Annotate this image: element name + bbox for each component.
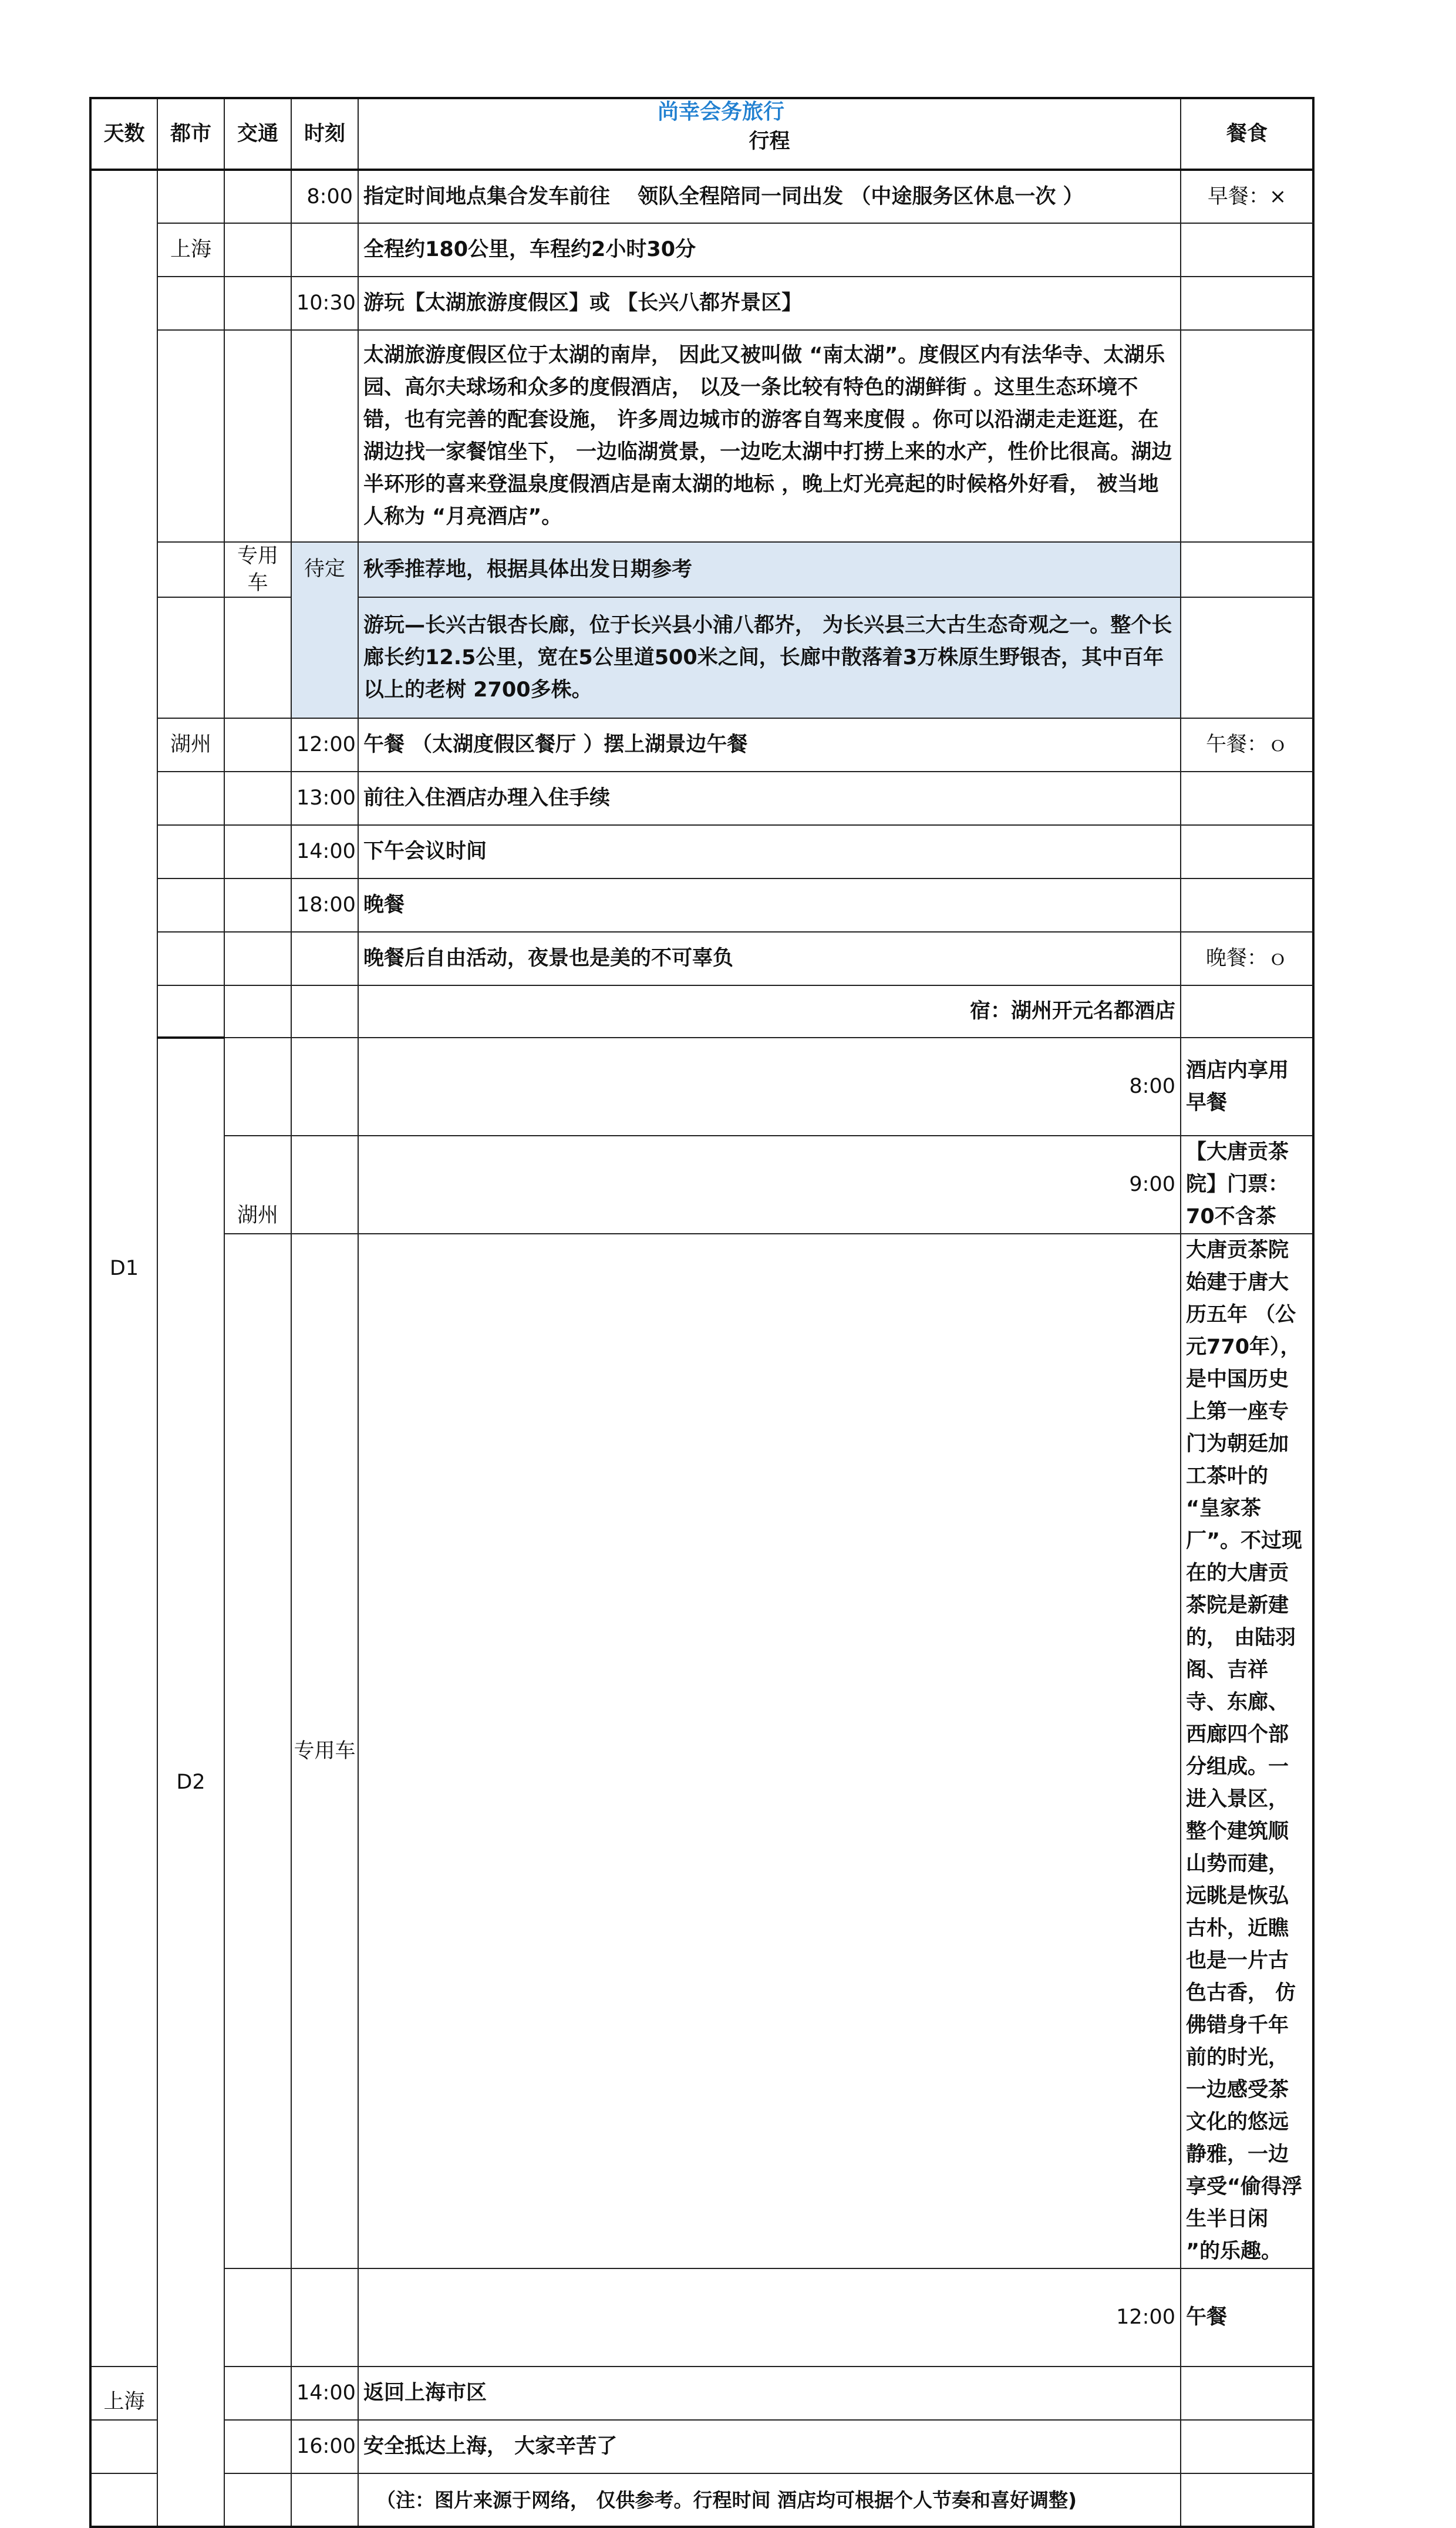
itinerary-cell: 前往入住酒店办理入住手续 xyxy=(358,772,1181,825)
header-meal: 餐食 xyxy=(1181,98,1313,170)
transport-cell: 专用车 xyxy=(291,1234,358,2268)
table-row xyxy=(90,1038,1313,1136)
time-cell: 12:00 xyxy=(291,718,358,772)
time-cell: 8:00 xyxy=(291,170,358,223)
hotel-cell: 宿：湖州开元名都酒店 xyxy=(358,985,1181,1038)
itinerary-cell: 安全抵达上海， 大家辛苦了 xyxy=(358,2420,1181,2473)
itinerary-description: 大唐贡茶院始建于唐大历五年 （公元770年）， 是中国历史上第一座专门为朝廷加工茶叶的 “皇家茶厂”。不过现在的大唐贡茶院是新建的， 由陆羽阁、吉祥寺、东廊、西廊四个部分组成。一进入景区，整个建筑顺山势而建， 远眺是恢弘古朴，近瞧也是一片古色古香， 仿佛错身千年前的时光， 一边感受茶文化的悠远静雅，一边享受“偷得浮生半日闲 ”的乐趣。 xyxy=(1181,1234,1313,2268)
table-row xyxy=(90,330,1313,542)
table-row xyxy=(90,542,1313,597)
itinerary-cell: 下午会议时间 xyxy=(358,825,1181,878)
time-cell: 14:00 xyxy=(291,825,358,878)
time-pending-cell: 待定 xyxy=(291,542,358,718)
table-row xyxy=(90,878,1313,932)
table-row xyxy=(90,1234,1313,2268)
city-cell: 上海 xyxy=(157,223,224,277)
time-cell: 9:00 xyxy=(358,1136,1181,1234)
itinerary-cell: 晚餐后自由活动，夜景也是美的不可辜负 xyxy=(358,932,1181,985)
watermark-brand: 尚幸会务旅行 xyxy=(658,100,785,124)
itinerary-cell: 午餐 xyxy=(1181,2268,1313,2367)
table-row xyxy=(90,2473,1313,2527)
header-time: 时刻 xyxy=(291,98,358,170)
time-cell: 12:00 xyxy=(358,2268,1181,2367)
table-row xyxy=(90,825,1313,878)
table-row xyxy=(90,2367,1313,2420)
itinerary-cell: 指定时间地点集合发车前往 领队全程陪同一同出发 （中途服务区休息一次 ） xyxy=(358,170,1181,223)
city-cell: 湖州 xyxy=(224,1136,291,1234)
day-cell-d2: D2 xyxy=(157,1038,224,2527)
time-cell: 13:00 xyxy=(291,772,358,825)
city-cell: 上海 xyxy=(90,2367,157,2420)
itinerary-cell: 全程约180公里，车程约2小时30分 xyxy=(358,223,1181,277)
header-day: 天数 xyxy=(90,98,157,170)
table-row xyxy=(90,2268,1313,2367)
table-row xyxy=(90,932,1313,985)
meal-cell: 晚餐：ｏ xyxy=(1181,932,1313,985)
itinerary-description: 游玩—长兴古银杏长廊，位于长兴县小浦八都岕， 为长兴县三大古生态奇观之一。整个长廊长约12.5公里，宽在5公里道500米之间，长廊中散落着3万株原生野银杏，其中百年以上的老树 2700多株。 xyxy=(358,597,1181,718)
itinerary-cell: 秋季推荐地，根据具体出发日期参考 xyxy=(358,542,1181,597)
transport-cell: 专用车 xyxy=(224,542,291,597)
city-cell: 湖州 xyxy=(157,718,224,772)
header-itinerary: 行程 xyxy=(358,98,1181,170)
table-row xyxy=(90,597,1313,718)
table-row xyxy=(90,223,1313,277)
itinerary-cell: 游玩【太湖旅游度假区】或 【长兴八都岕景区】 xyxy=(358,277,1181,330)
day-cell-d1: D1 xyxy=(90,170,157,2367)
itinerary-cell: 晚餐 xyxy=(358,878,1181,932)
meal-cell: 早餐：× xyxy=(1181,170,1313,223)
table-row xyxy=(90,2420,1313,2473)
time-cell: 18:00 xyxy=(291,878,358,932)
itinerary-cell: 酒店内享用早餐 xyxy=(1181,1038,1313,1136)
itinerary-table xyxy=(89,97,1315,2528)
table-row xyxy=(90,170,1313,223)
itinerary-cell: 【大唐贡茶院】门票：70不含茶 xyxy=(1181,1136,1313,1234)
table-row xyxy=(90,1136,1313,1234)
time-cell: 14:00 xyxy=(291,2367,358,2420)
time-cell: 16:00 xyxy=(291,2420,358,2473)
table-row xyxy=(90,985,1313,1038)
itinerary-cell: 午餐 （太湖度假区餐厅 ）摆上湖景边午餐 xyxy=(358,718,1181,772)
table-row xyxy=(90,718,1313,772)
itinerary-description: 太湖旅游度假区位于太湖的南岸， 因此又被叫做 “南太湖”。度假区内有法华寺、太湖乐园、高尔夫球场和众多的度假酒店， 以及一条比较有特色的湖鲜街 。这里生态环境不错，也有完善的配套设施， 许多周边城市的游客自驾来度假 。你可以沿湖走走逛逛，在湖边找一家餐馆坐下， 一边临湖赏景，一边吃太湖中打捞上来的水产，性价比很高。湖边半环形的喜来登温泉度假酒店是南太湖的地标 ，晚上灯光亮起的时候格外好看， 被当地人称为 “月亮酒店”。 xyxy=(358,330,1181,542)
itinerary-cell: 返回上海市区 xyxy=(358,2367,1181,2420)
meal-cell: 午餐：ｏ xyxy=(1181,718,1313,772)
table-row xyxy=(90,772,1313,825)
table-row xyxy=(90,277,1313,330)
header-city: 都市 xyxy=(157,98,224,170)
note-cell: （注：图片来源于网络， 仅供参考。行程时间 酒店均可根据个人节奏和喜好调整) xyxy=(358,2473,1181,2527)
header-transport: 交通 xyxy=(224,98,291,170)
time-cell: 10:30 xyxy=(291,277,358,330)
time-cell: 8:00 xyxy=(358,1038,1181,1136)
